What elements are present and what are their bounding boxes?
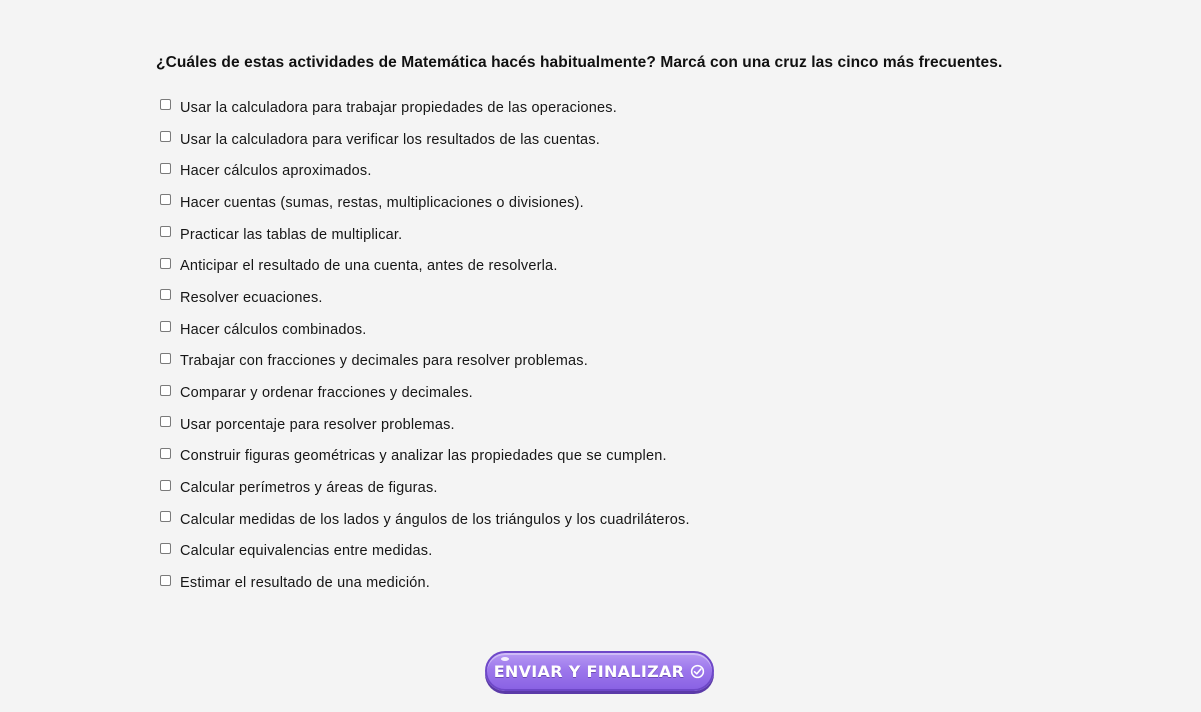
option-item[interactable] [160,536,690,568]
option-item[interactable] [160,504,690,536]
submit-button-label: ENVIAR Y FINALIZAR [493,661,685,681]
option-label: Comparar y ordenar fracciones y decimales. [180,385,473,402]
option-item[interactable] [160,250,690,282]
option-checkbox[interactable] [160,163,171,174]
option-checkbox[interactable] [160,416,171,427]
option-checkbox[interactable] [160,480,171,491]
option-label: Calcular medidas de los lados y ángulos de los triángulos y los cuadriláteros. [180,511,690,528]
option-item[interactable] [160,346,690,378]
option-item[interactable] [160,219,690,251]
button-shine [501,657,509,661]
option-item[interactable] [160,187,690,219]
option-item[interactable] [160,567,690,599]
option-label: Anticipar el resultado de una cuenta, antes de resolverla. [180,258,558,275]
option-checkbox[interactable] [160,226,171,237]
option-label: Usar la calculadora para trabajar propiedades de las operaciones. [180,99,617,116]
option-label: Construir figuras geométricas y analizar las propiedades que se cumplen. [180,448,667,465]
option-label: Practicar las tablas de multiplicar. [180,226,403,243]
option-label: Estimar el resultado de una medición. [180,575,430,592]
option-label: Trabajar con fracciones y decimales para resolver problemas. [180,353,588,370]
option-checkbox[interactable] [160,289,171,300]
option-checkbox[interactable] [160,575,171,586]
option-label: Usar porcentaje para resolver problemas. [180,416,455,433]
question-title: ¿Cuáles de estas actividades de Matemática hacés habitualmente? Marcá con una cruz las cinco más frecuentes. [156,54,1003,71]
option-checkbox[interactable] [160,543,171,554]
option-item[interactable] [160,92,690,124]
submit-area [485,651,714,691]
option-item[interactable] [160,472,690,504]
option-label: Calcular perímetros y áreas de figuras. [180,480,438,497]
option-checkbox[interactable] [160,131,171,142]
option-item[interactable] [160,124,690,156]
option-item[interactable] [160,441,690,473]
option-checkbox[interactable] [160,258,171,269]
option-label: Calcular equivalencias entre medidas. [180,543,433,560]
option-checkbox[interactable] [160,511,171,522]
option-checkbox[interactable] [160,321,171,332]
option-label: Hacer cálculos combinados. [180,321,367,338]
option-item[interactable] [160,155,690,187]
option-checkbox[interactable] [160,448,171,459]
option-item[interactable] [160,282,690,314]
option-checkbox[interactable] [160,194,171,205]
option-label: Resolver ecuaciones. [180,289,323,306]
option-label: Usar la calculadora para verificar los resultados de las cuentas. [180,131,601,148]
option-label: Hacer cálculos aproximados. [180,163,372,180]
option-item[interactable] [160,314,690,346]
option-item[interactable] [160,409,690,441]
option-checkbox[interactable] [160,99,171,110]
check-circle-icon [690,664,705,679]
submit-button[interactable] [485,651,714,691]
options-list [160,92,690,599]
option-checkbox[interactable] [160,353,171,364]
option-item[interactable] [160,377,690,409]
option-checkbox[interactable] [160,385,171,396]
option-label: Hacer cuentas (sumas, restas, multiplicaciones o divisiones). [180,194,584,211]
